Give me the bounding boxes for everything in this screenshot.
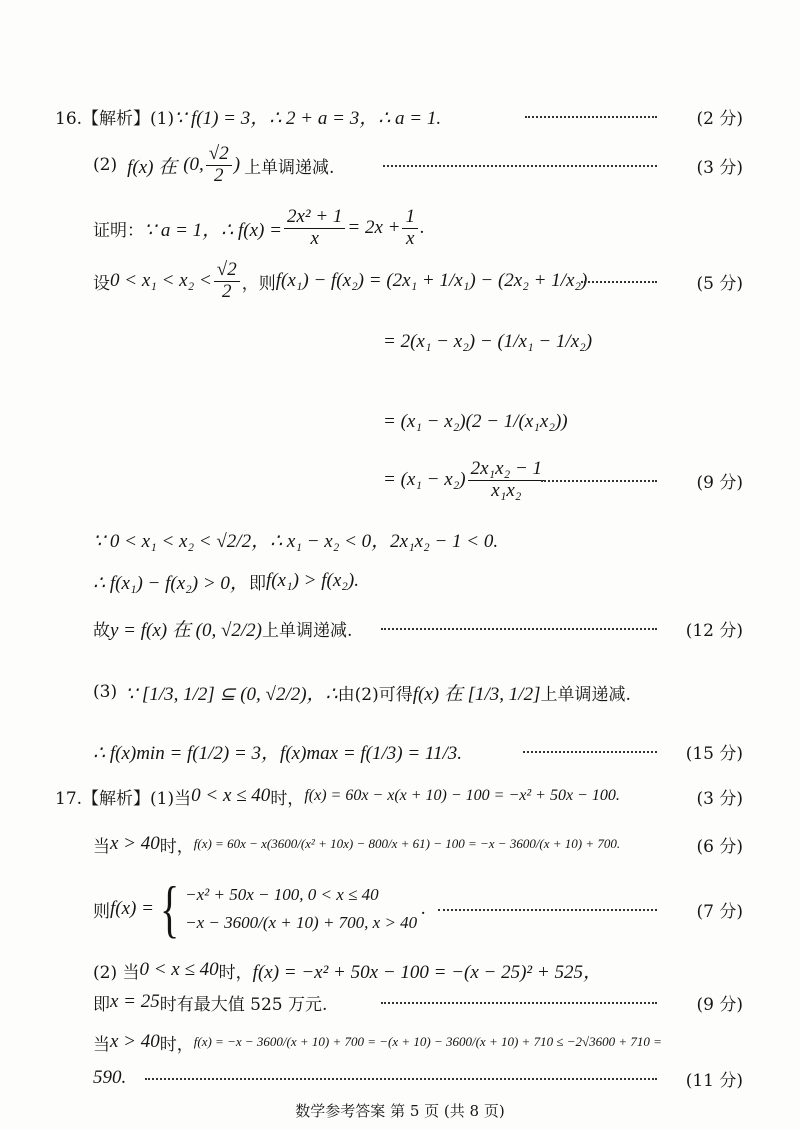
- q17-line-6: [93, 1022, 743, 1062]
- statement-text: 即: [248, 573, 266, 594]
- leader-dots: [581, 281, 657, 283]
- q16-line-12: [93, 734, 743, 768]
- statement-text: 时，: [159, 1034, 194, 1055]
- score-mark: (7 分): [696, 901, 743, 922]
- fraction: [284, 207, 345, 250]
- q16-header: 16.【解析】(1): [55, 108, 175, 129]
- inequality-chain: f(x) = −x − 3600/(x + 10) + 700 = −(x + 10) − 3600/(x + 10) + 710 ≤ −2√3600 + 710 =: [193, 1034, 662, 1049]
- q16-line-7: [383, 455, 743, 505]
- leader-dots: [145, 1078, 657, 1080]
- difference-expression: f(x₁) − f(x₂) = (2x₁ + 1/x₁) − (2x₂ + 1/x₂): [275, 270, 588, 291]
- q16-line-9: [93, 566, 359, 596]
- statement-text: ，则: [241, 273, 276, 294]
- statement-text: 当: [93, 1034, 110, 1055]
- derivation-step: = (x₁ − x₂)(2 − 1/(x₁x₂)): [383, 411, 568, 432]
- score-mark: (3 分): [696, 157, 743, 178]
- interval-close: ): [233, 154, 241, 175]
- fraction-denominator: x₁x₂: [491, 479, 522, 501]
- q16-line-6: [383, 400, 568, 444]
- function-expression: f(x) 在: [127, 156, 178, 178]
- fraction-denominator: x: [406, 227, 415, 249]
- q17-line-2: [93, 824, 743, 864]
- leader-dots: [525, 116, 657, 118]
- proof-math: ∵ a = 1，∴ f(x) =: [144, 219, 282, 241]
- leader-dots: [383, 165, 657, 167]
- q17-line-7: [93, 1064, 743, 1092]
- statement-text: 上单调递减.: [261, 620, 353, 641]
- reasoning-step: ∵ 0 < x₁ < x₂ < √2/2，∴ x₁ − x₂ < 0，2x₁x₂ − 1 < 0.: [93, 530, 499, 552]
- proof-label: 证明：: [93, 220, 144, 241]
- result-value: 590.: [93, 1067, 127, 1088]
- score-mark: (11 分): [685, 1070, 743, 1091]
- score-mark: (6 分): [696, 836, 743, 857]
- page-footer: 数学参考答案 第 5 页 (共 8 页): [295, 1102, 505, 1120]
- condition: x > 40: [110, 1031, 160, 1052]
- function-expression: f(x) = 60x − x(x + 10) − 100 = −x² + 50x − 100.: [304, 787, 620, 804]
- q16-line-5: [383, 320, 592, 364]
- fraction-numerator: 2x² + 1: [284, 207, 345, 229]
- fraction-numerator: √2: [206, 144, 232, 166]
- reasoning-step: ∴ f(x₁) − f(x₂) > 0，: [93, 572, 249, 594]
- score-mark: (12 分): [685, 620, 743, 641]
- statement-text: 上单调递减.: [244, 157, 335, 178]
- fraction-denominator: 2: [222, 280, 232, 302]
- left-brace: {: [159, 872, 180, 945]
- score-mark: (5 分): [696, 273, 743, 294]
- q16-part1-math: ∵ f(1) = 3，∴ 2 + a = 3，∴ a = 1.: [174, 107, 442, 129]
- leader-dots: [523, 751, 657, 753]
- score-mark: (9 分): [696, 994, 743, 1015]
- q17-line-3: 则 f(x) = { −x² + 50x − 100, 0 < x ≤ 40 −x − 3600/(x + 10) + 700, x > 40 . (7 分): [93, 872, 743, 945]
- function-expression: f(x) = −x² + 50x − 100 = −(x − 25)² + 525，: [252, 961, 602, 983]
- condition: 0 < x ≤ 40: [139, 959, 219, 980]
- q16-line-11: [93, 674, 631, 710]
- fraction-denominator: 2: [214, 164, 224, 186]
- case-2: −x − 3600/(x + 10) + 700, x > 40: [185, 913, 418, 932]
- leader-dots: [541, 480, 657, 482]
- q16-line-8: [93, 522, 498, 556]
- function-expression: f(x) =: [110, 898, 154, 919]
- derivation-step: = 2(x₁ − x₂) − (1/x₁ − 1/x₂): [383, 331, 593, 352]
- q17-line-1: [55, 782, 743, 810]
- proof-math: = 2x +: [347, 217, 401, 238]
- statement-text: 上单调递减.: [540, 684, 631, 705]
- fraction-numerator: 2x₁x₂ − 1: [468, 459, 545, 481]
- q17-line-5: [93, 988, 743, 1016]
- statement-text: 时，: [270, 788, 305, 809]
- fraction: [402, 207, 418, 250]
- fraction: [206, 144, 232, 187]
- inequality: 0 < x₁ < x₂ <: [110, 270, 212, 291]
- function-expression: f(x) = 60x − x(3600/(x² + 10x) − 800/x + 61) − 100 = −x − 3600/(x + 10) + 700.: [193, 836, 621, 851]
- part-label: (3): [93, 682, 118, 702]
- condition: x = 25: [110, 991, 160, 1012]
- leader-dots: [381, 628, 657, 630]
- statement-text: 时，: [159, 836, 194, 857]
- score-mark: (2 分): [696, 108, 743, 129]
- condition: x > 40: [110, 833, 160, 854]
- statement-text: 故: [93, 620, 110, 641]
- fraction-numerator: √2: [214, 260, 240, 282]
- score-mark: (15 分): [685, 743, 743, 764]
- score-mark: (3 分): [696, 788, 743, 809]
- part-label: (2): [93, 155, 118, 175]
- interval-math: f(x) 在 [1/3, 1/2]: [412, 683, 541, 705]
- condition: 0 < x ≤ 40: [191, 785, 271, 806]
- piecewise-cases: [185, 885, 417, 933]
- statement-text: 由(2)可得: [337, 684, 413, 705]
- statement-text: 当: [174, 788, 192, 809]
- q16-line-1: [55, 103, 743, 129]
- statement-text: 则: [93, 901, 110, 922]
- q16-line-4: [93, 256, 743, 306]
- q17-header: 17.【解析】(1): [55, 788, 175, 809]
- set-relation: ∵ [1/3, 1/2] ⊆ (0, √2/2)，∴: [125, 683, 338, 705]
- case-1: −x² + 50x − 100, 0 < x ≤ 40: [185, 885, 379, 904]
- q16-line-2: [93, 140, 743, 190]
- q17-line-4: [93, 956, 602, 984]
- fraction-denominator: x: [310, 227, 319, 249]
- fraction: [468, 459, 545, 502]
- q16-line-10: [93, 610, 743, 646]
- score-mark: (9 分): [696, 472, 743, 493]
- statement-text: 设: [93, 273, 110, 294]
- leader-dots: [438, 909, 657, 911]
- statement-text: 即: [93, 994, 110, 1015]
- statement-text: 时有最大值 525 万元.: [159, 994, 328, 1015]
- derivation-step: = (x₁ − x₂): [383, 469, 466, 490]
- leader-dots: [381, 1002, 657, 1004]
- statement-text: (2) 当: [93, 962, 140, 983]
- interval-open: (0,: [183, 154, 204, 175]
- conclusion-math: y = f(x) 在 (0, √2/2): [110, 619, 262, 641]
- fraction-numerator: 1: [402, 207, 418, 229]
- statement-text: 时，: [218, 962, 253, 983]
- statement-text: 当: [93, 836, 110, 857]
- fraction: [214, 260, 240, 303]
- q16-line-3: 证明： ∵ a = 1，∴ f(x) = $\frac{\text{2x² + 1}}{x}$ = 2x + $\frac{1}{x}$ .: [93, 205, 425, 249]
- extremum-result: ∴ f(x)min = f(1/2) = 3，f(x)max = f(1/3) = 11/3.: [93, 742, 463, 764]
- reasoning-step: f(x₁) > f(x₂).: [265, 570, 359, 591]
